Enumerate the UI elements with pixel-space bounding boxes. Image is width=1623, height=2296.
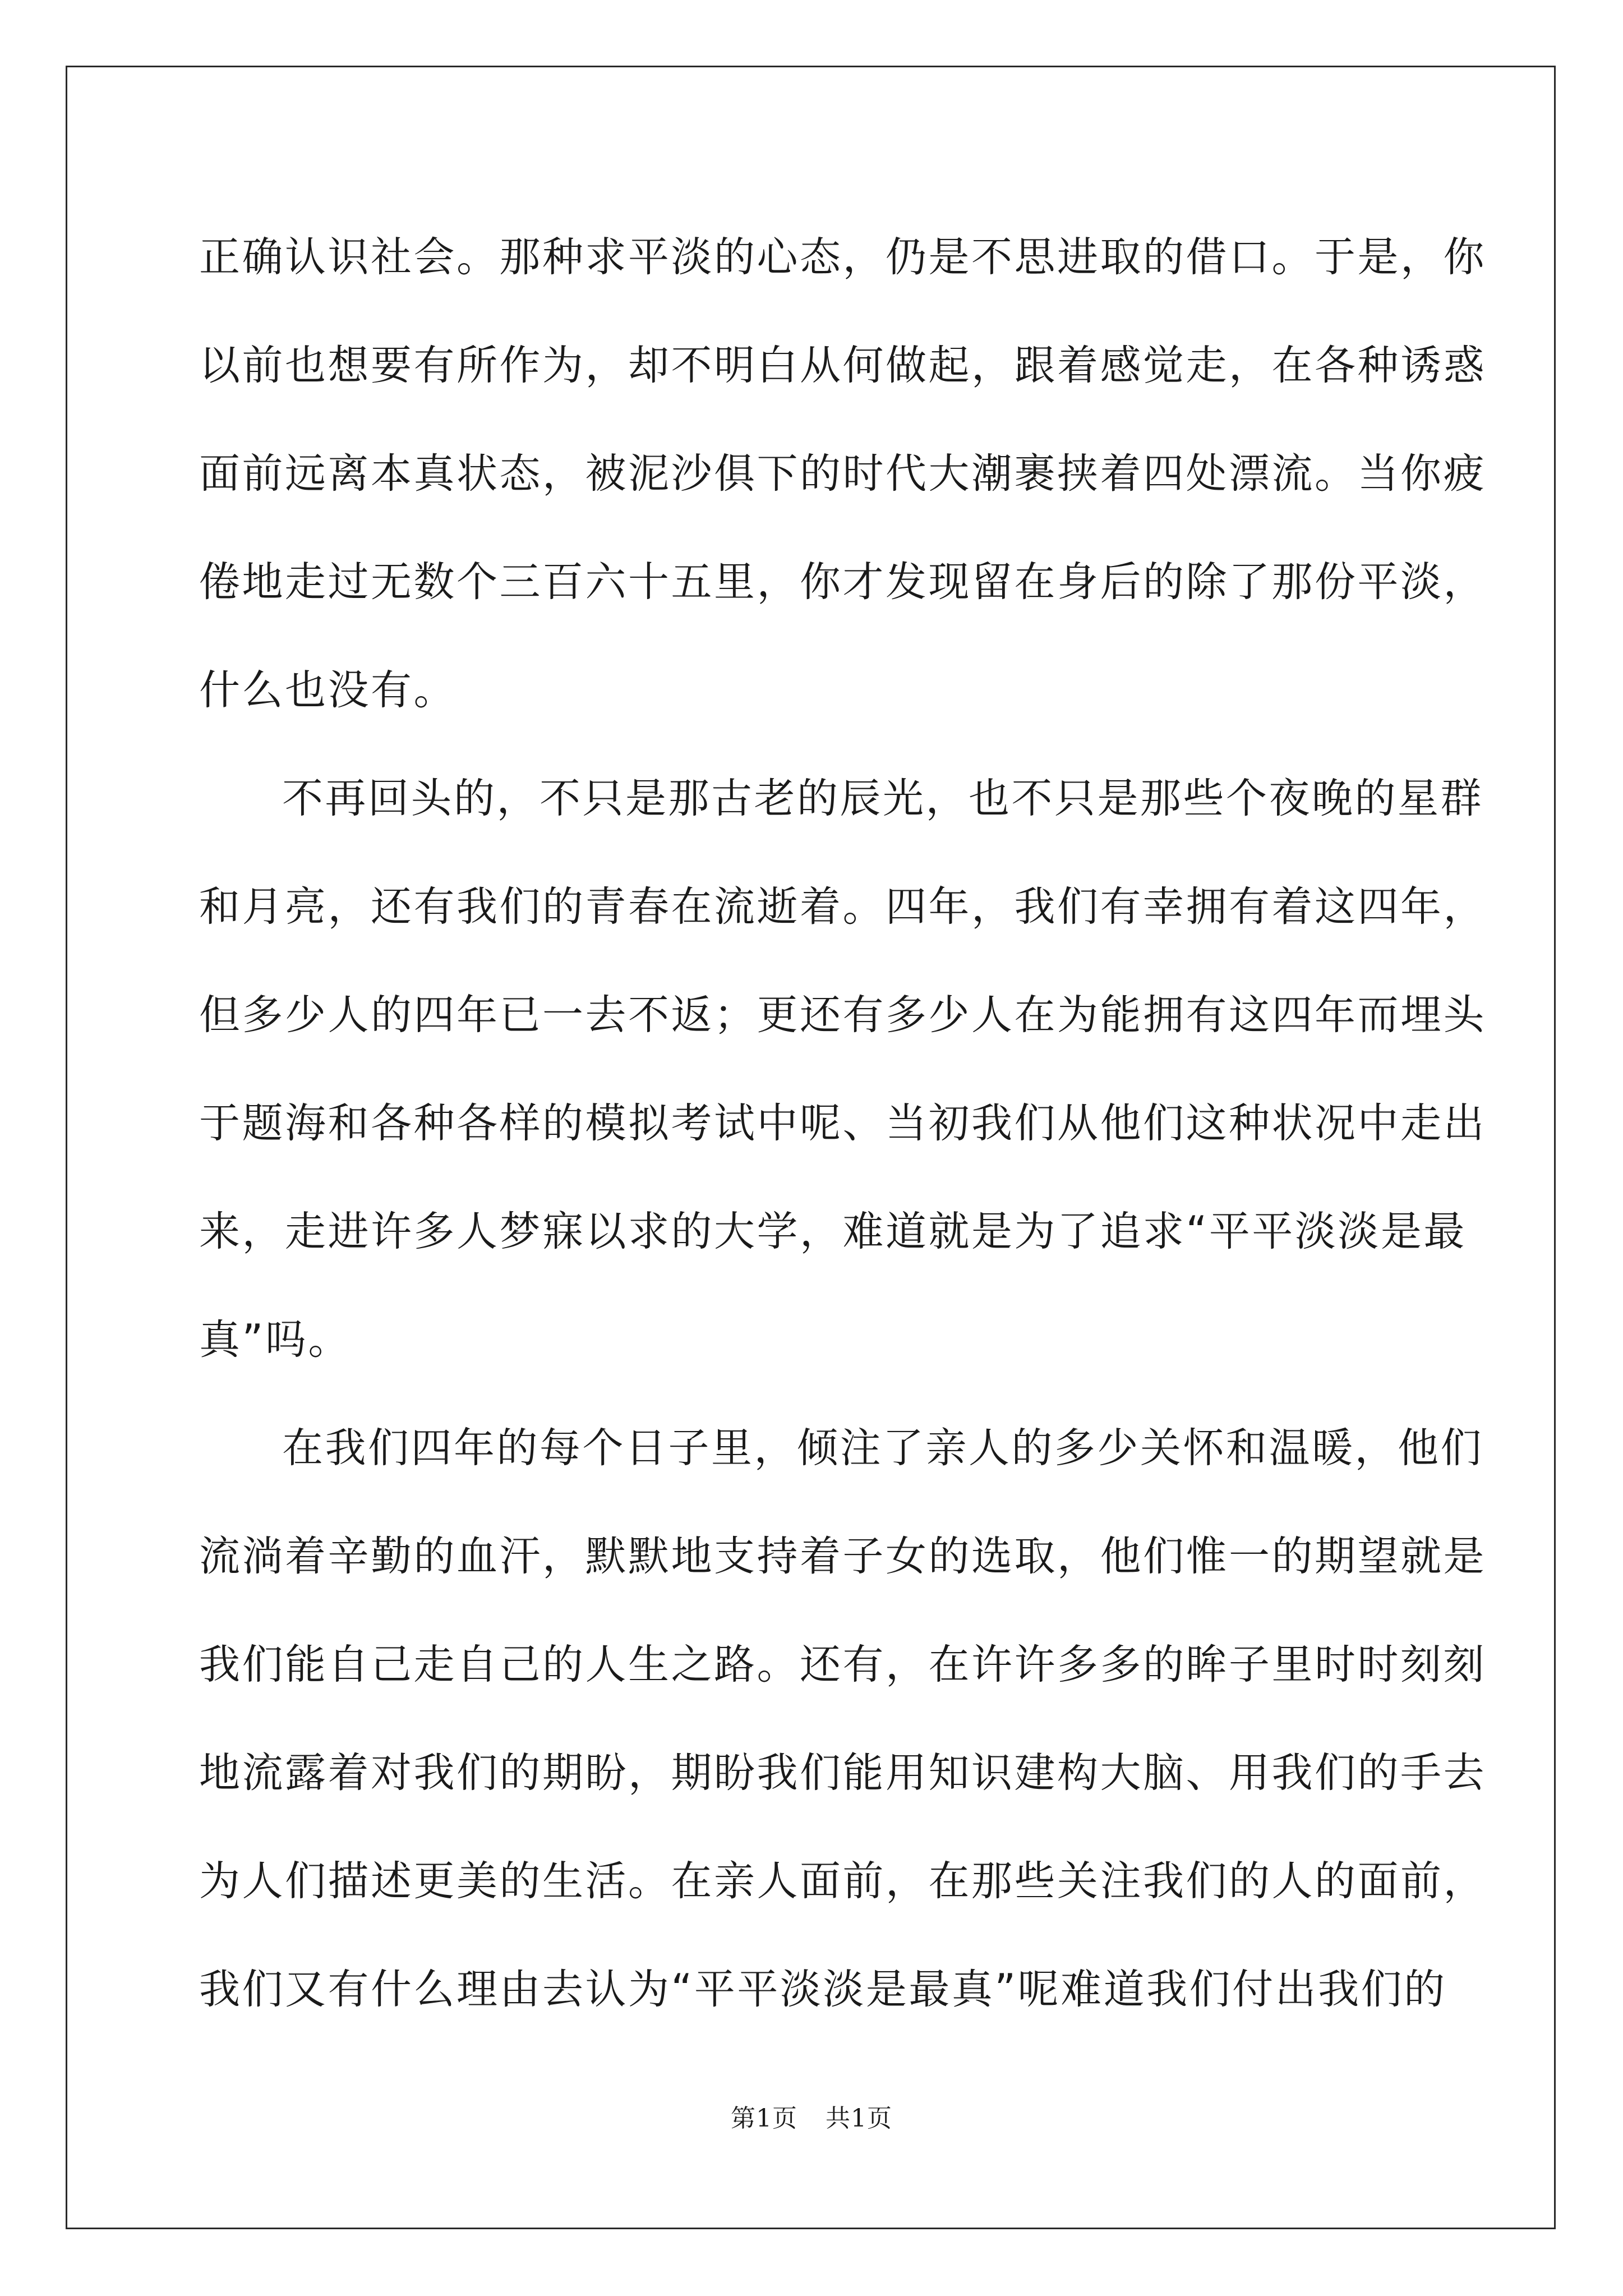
text-line: 和月亮，还有我们的青春在流逝着。四年，我们有幸拥有着这四年， bbox=[199, 883, 1486, 931]
page-footer bbox=[0, 2098, 1623, 2134]
text-line: 什么也没有。 bbox=[199, 666, 457, 714]
text-line: 流淌着辛勤的血汗，默默地支持着子女的选取，他们惟一的期望就是 bbox=[199, 1533, 1486, 1580]
page-number-current: 第1页 bbox=[731, 2104, 797, 2133]
text-line: 倦地走过无数个三百六十五里，你才发现留在身后的除了那份平淡， bbox=[199, 558, 1486, 606]
document-body bbox=[199, 203, 1486, 2044]
paragraph-3 bbox=[199, 1394, 1486, 2044]
text-line: 以前也想要有所作为，却不明白从何做起，跟着感觉走，在各种诱惑 bbox=[199, 342, 1486, 389]
text-line: 于题海和各种各样的模拟考试中呢、当初我们从他们这种状况中走出 bbox=[199, 1099, 1486, 1147]
text-line: 为人们描述更美的生活。在亲人面前，在那些关注我们的人的面前， bbox=[199, 1857, 1486, 1905]
text-line: 我们能自己走自己的人生之路。还有，在许许多多的眸子里时时刻刻 bbox=[199, 1641, 1486, 1688]
text-line: 来，走进许多人梦寐以求的大学，难道就是为了追求“平平淡淡是最 bbox=[199, 1208, 1467, 1255]
text-line: 面前远离本真状态，被泥沙俱下的时代大潮裹挟着四处漂流。当你疲 bbox=[199, 450, 1486, 498]
paragraph-2 bbox=[199, 744, 1486, 1394]
text-line: 在我们四年的每个日子里，倾注了亲人的多少关怀和温暖，他们 bbox=[282, 1424, 1483, 1472]
text-line: 地流露着对我们的期盼，期盼我们能用知识建构大脑、用我们的手去 bbox=[199, 1749, 1486, 1797]
text-line: 我们又有什么理由去认为“平平淡淡是最真”呢难道我们付出我们的 bbox=[199, 1966, 1447, 2013]
text-line: 不再回头的，不只是那古老的辰光，也不只是那些个夜晚的星群 bbox=[282, 775, 1483, 822]
text-line: 正确认识社会。那种求平淡的心态，仍是不思进取的借口。于是，你 bbox=[199, 233, 1486, 281]
text-line: 但多少人的四年已一去不返；更还有多少人在为能拥有这四年而埋头 bbox=[199, 991, 1486, 1039]
text-line: 真”吗。 bbox=[199, 1316, 351, 1364]
page-number-total: 共1页 bbox=[826, 2104, 892, 2133]
paragraph-1 bbox=[199, 203, 1486, 744]
